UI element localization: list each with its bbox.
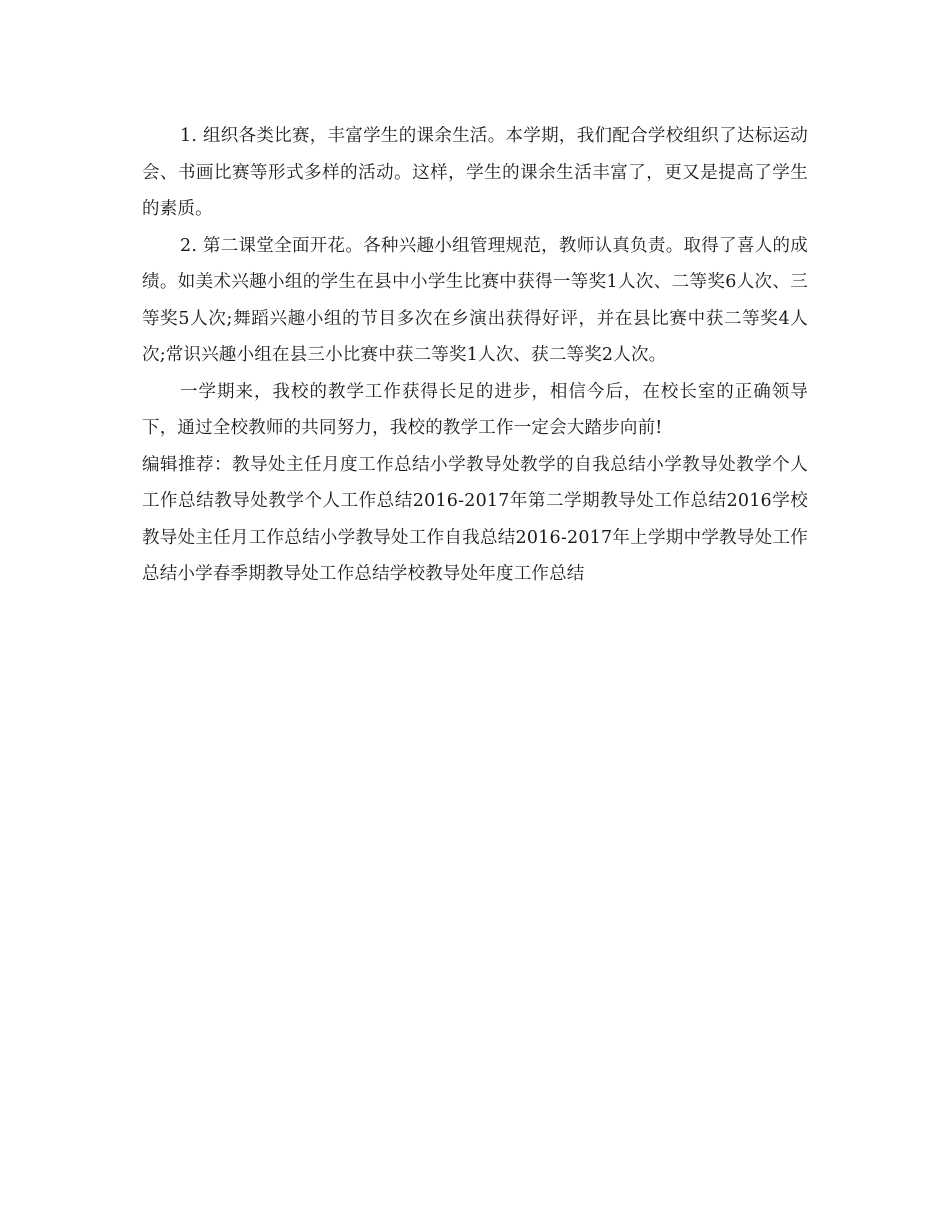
paragraph-second-classroom: 2. 第二课堂全面开花。各种兴趣小组管理规范，教师认真负责。取得了喜人的成绩。如美术兴趣小组的学生在县中小学生比赛中获得一等奖1人次、二等奖6人次、三等奖5人次;舞蹈兴趣小组的节目多次在乡演出获得好评，并在县比赛中获二等奖4人次;常识兴趣小组在县三小比赛中获二等奖1人次、获二等奖2人次。 [142, 235, 808, 365]
paragraph-conclusion: 一学期来，我校的教学工作获得长足的进步，相信今后，在校长室的正确领导下，通过全校教师的共同努力，我校的教学工作一定会大踏步向前! [142, 381, 808, 438]
paragraph-competitions: 1. 组织各类比赛，丰富学生的课余生活。本学期，我们配合学校组织了达标运动会、书画比赛等形式多样的活动。这样，学生的课余生活丰富了，更又是提高了学生的素质。 [142, 126, 808, 219]
document-body [142, 118, 808, 593]
editor-recommendation: 编辑推荐：教导处主任月度工作总结小学教导处教学的自我总结小学教导处教学个人工作总结教导处教学个人工作总结2016-2017年第二学期教导处工作总结2016学校教导处主任月工作总结小学教导处工作自我总结2016-2017年上学期中学教导处工作总结小学春季期教导处工作总结学校教导处年度工作总结 [142, 454, 808, 584]
